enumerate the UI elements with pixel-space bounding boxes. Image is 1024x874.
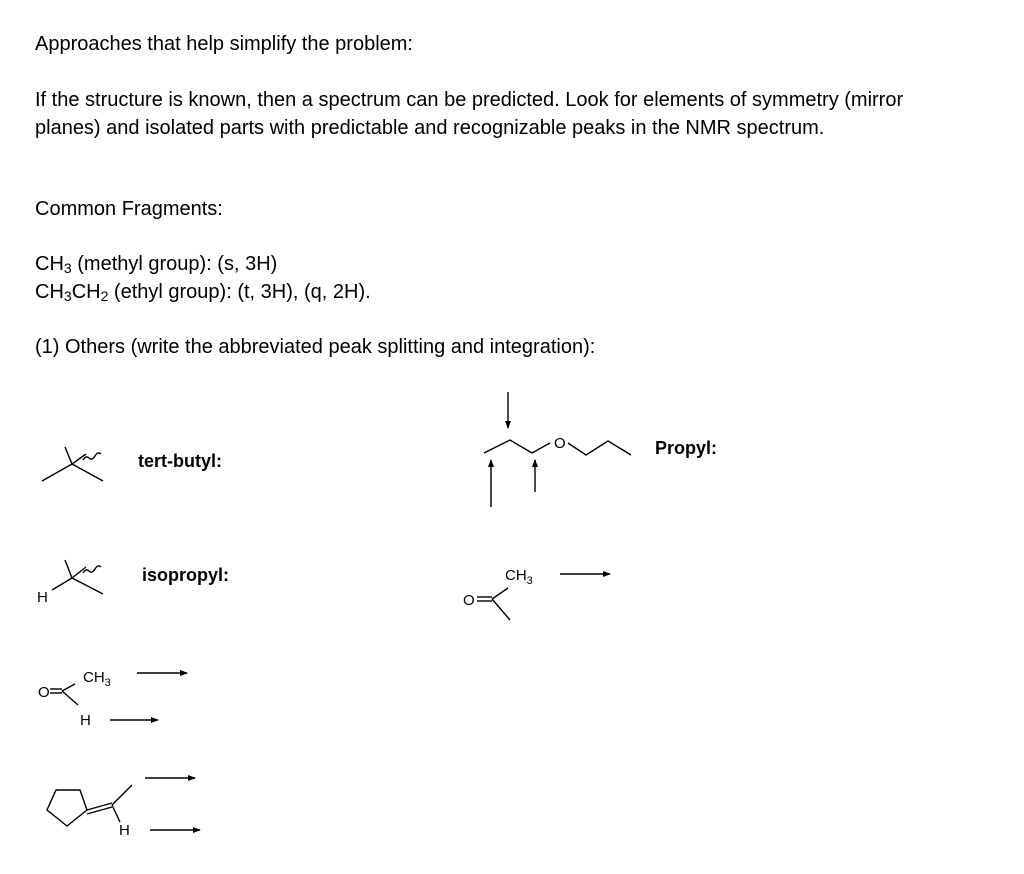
acetaldehyde-structure	[50, 673, 187, 720]
alkene-h-label: H	[119, 822, 130, 839]
aldehyde-o-label: O	[38, 684, 50, 701]
ketone-ch3-label: $CH_3$	[505, 567, 533, 587]
ethyl-line: $CH_3CH_2$ (ethyl group): (t, 3H), (q, 2H).	[35, 281, 371, 304]
fragments-title: Common Fragments:	[35, 198, 223, 220]
propyl-label: Propyl:	[655, 438, 718, 458]
isopropyl-label: isopropyl:	[142, 565, 230, 585]
tert-butyl-structure	[42, 447, 103, 481]
ether-o-label: O	[554, 435, 566, 452]
tert-butyl-label: tert-butyl:	[138, 451, 222, 471]
ketone-o-label: O	[463, 592, 475, 609]
aldehyde-ch3-label: $CH_3$	[83, 669, 111, 689]
isopropyl-structure	[52, 560, 103, 594]
question: (1) Others (write the abbreviated peak splitting and integration):	[35, 336, 596, 358]
methyl-ketone-structure	[477, 574, 610, 620]
methyl-line: $CH_3$ (methyl group): (s, 3H)	[35, 253, 278, 276]
intro-paragraph: If the structure is known, then a spectrum can be predicted. Look for elements of symmetry (mirror planes) and isolated parts with predictable and recognizable peaks in the NMR spectrum.	[35, 89, 904, 139]
aldehyde-h-label: H	[80, 712, 91, 729]
isopropyl-h-label: H	[37, 589, 48, 606]
heading: Approaches that help simplify the problem:	[35, 33, 413, 55]
